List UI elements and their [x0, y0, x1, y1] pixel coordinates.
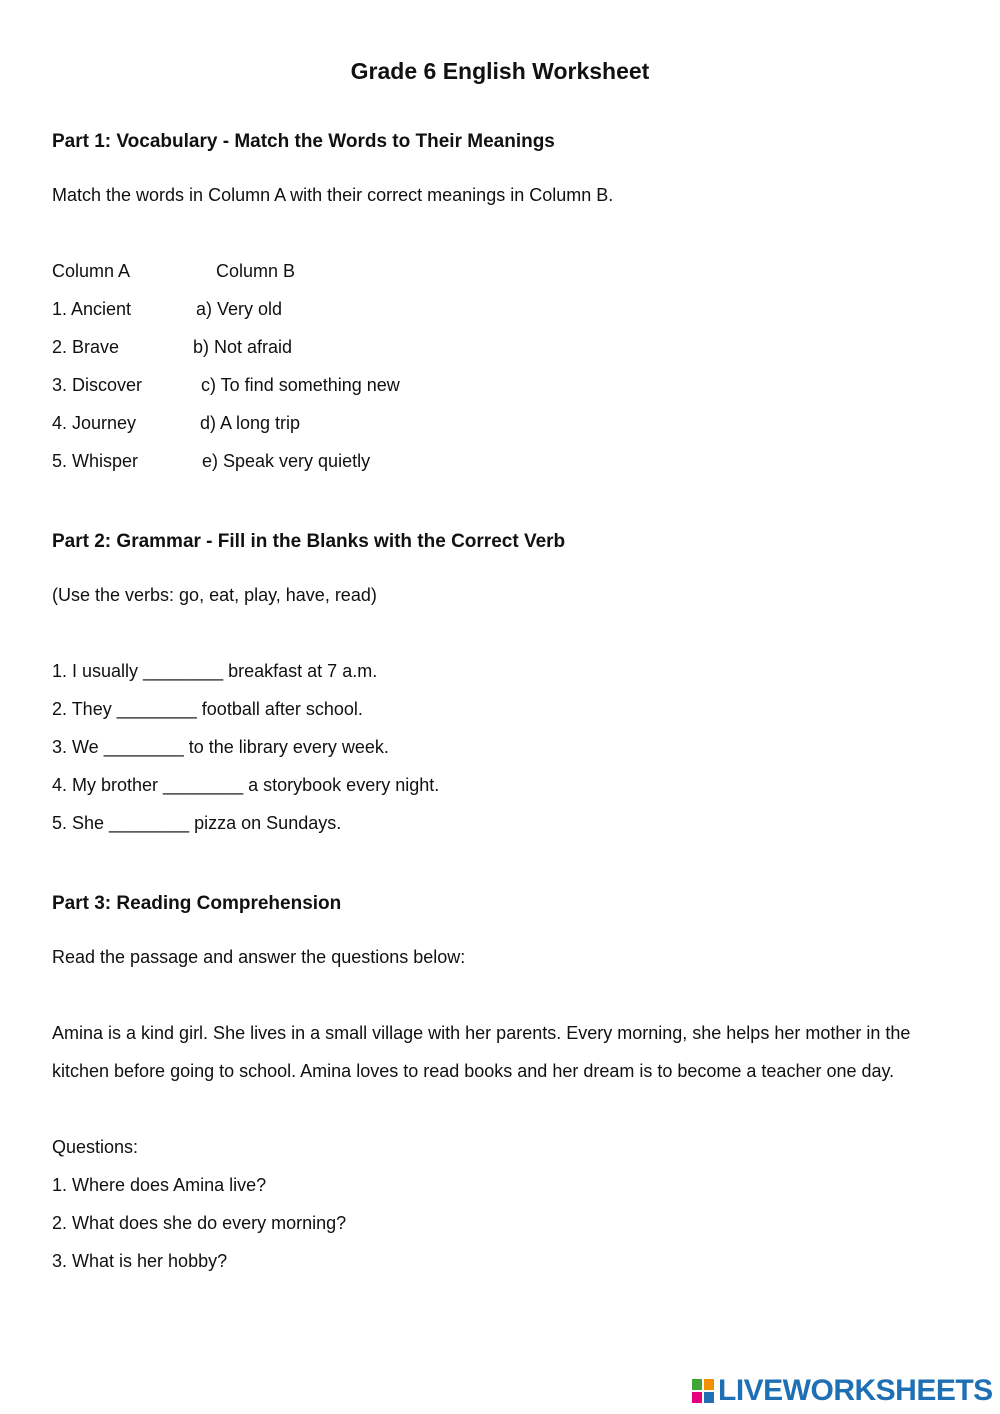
- column-b-item: c) To find something new: [201, 375, 400, 395]
- column-b-item: e) Speak very quietly: [202, 451, 371, 471]
- questions-label: Questions:: [52, 1137, 139, 1157]
- liveworksheets-logo[interactable]: [692, 1376, 993, 1406]
- column-b-item: a) Very old: [196, 299, 283, 319]
- column-a-item: 4. Journey: [52, 413, 137, 433]
- column-a-header: Column A: [52, 261, 131, 281]
- part2-instruction: (Use the verbs: go, eat, play, have, read): [52, 585, 377, 605]
- question-item: 2. What does she do every morning?: [52, 1213, 347, 1233]
- question-item: 3. What is her hobby?: [52, 1251, 228, 1271]
- passage-line: kitchen before going to school. Amina loves to read books and her dream is to become a teacher one day.: [52, 1061, 895, 1081]
- column-b-item: b) Not afraid: [193, 337, 293, 357]
- grammar-item: 5. She ________ pizza on Sundays.: [52, 813, 342, 833]
- grammar-item: 4. My brother ________ a storybook every night.: [52, 775, 440, 795]
- column-b-item: d) A long trip: [200, 413, 301, 433]
- part2-heading: Part 2: Grammar - Fill in the Blanks with the Correct Verb: [52, 531, 566, 552]
- page-title: Grade 6 English Worksheet: [350, 58, 650, 84]
- column-a-item: 2. Brave: [52, 337, 120, 357]
- grammar-item: 2. They ________ football after school.: [52, 699, 363, 719]
- grammar-item: 1. I usually ________ breakfast at 7 a.m.: [52, 661, 378, 681]
- passage-line: Amina is a kind girl. She lives in a small village with her parents. Every morning, she helps her mother in the: [52, 1023, 911, 1043]
- question-item: 1. Where does Amina live?: [52, 1175, 267, 1195]
- logo-text: LIVEWORKSHEETS: [718, 1374, 993, 1407]
- liveworksheets-logo-icon: [692, 1379, 714, 1403]
- part3-instruction: Read the passage and answer the questions below:: [52, 947, 466, 967]
- part3-heading: Part 3: Reading Comprehension: [52, 893, 342, 914]
- part1-instruction: Match the words in Column A with their correct meanings in Column B.: [52, 185, 614, 205]
- column-a-item: 1. Ancient: [52, 299, 132, 319]
- column-a-item: 5. Whisper: [52, 451, 139, 471]
- grammar-item: 3. We ________ to the library every week.: [52, 737, 389, 757]
- column-b-header: Column B: [216, 261, 296, 281]
- part1-heading: Part 1: Vocabulary - Match the Words to Their Meanings: [52, 131, 555, 152]
- column-a-item: 3. Discover: [52, 375, 143, 395]
